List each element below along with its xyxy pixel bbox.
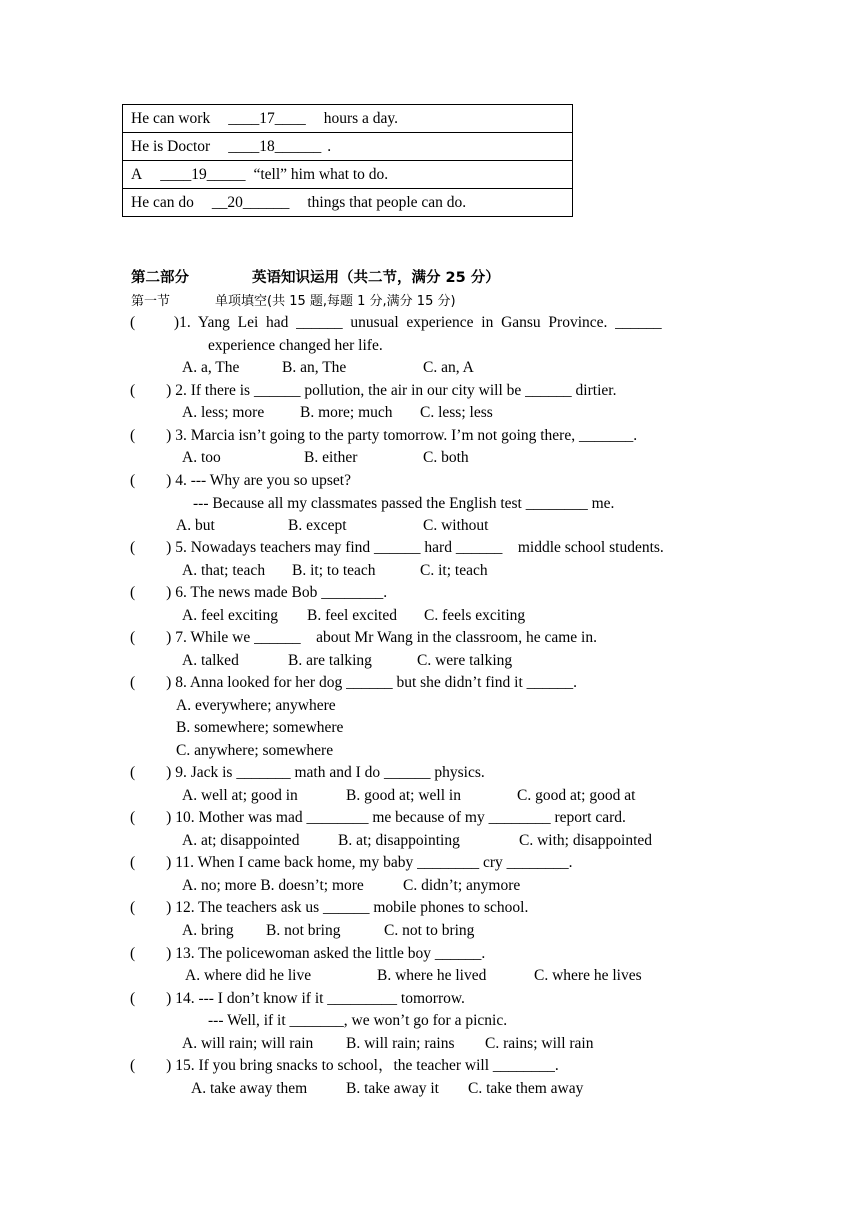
option-a: A. less; more <box>182 404 265 421</box>
row-text-after: hours a day. <box>323 109 399 127</box>
option-a: A. bring <box>182 922 234 939</box>
question-8: ( ) 8. Anna looked for her dog ______ but she didn’t find it ______. <box>130 674 578 691</box>
question-1: ( )1. Yang Lei had ______ unusual experience in Gansu Province. ______ <box>130 314 662 331</box>
question-14: ( ) 14. --- I don’t know if it _________ tomorrow. <box>130 990 465 1007</box>
option-a: A. too <box>182 449 221 466</box>
question-13: ( ) 13. The policewoman asked the little boy ______. <box>130 945 486 962</box>
question-10: ( ) 10. Mother was mad ________ me because of my ________ report card. <box>130 809 626 826</box>
option-a: A. feel exciting <box>182 607 278 624</box>
option-c: C. didn’t; anymore <box>403 877 521 894</box>
option-a: A. where did he live <box>185 967 312 984</box>
blank-20: __20______ <box>211 193 290 211</box>
question-6: ( ) 6. The news made Bob ________. <box>130 584 388 601</box>
row-text-after: things that people can do. <box>307 193 467 211</box>
option-a: A. at; disappointed <box>182 832 300 849</box>
option-b: B. somewhere; somewhere <box>176 719 344 736</box>
option-c: C. less; less <box>420 404 493 421</box>
option-c: C. feels exciting <box>424 607 526 624</box>
option-a: A. take away them <box>191 1080 308 1097</box>
option-b: B. not bring <box>266 922 341 939</box>
option-c: C. with; disappointed <box>519 832 653 849</box>
section-title: 单项填空(共 15 题,每题 1 分,满分 15 分) <box>215 294 456 309</box>
option-b: B. at; disappointing <box>338 832 460 849</box>
part2-title: 英语知识运用（共二节，满分 25 分） <box>252 270 500 286</box>
option-a: A. talked <box>182 652 239 669</box>
option-b: B. either <box>304 449 358 466</box>
option-c: C. anywhere; somewhere <box>176 742 334 759</box>
option-a: A. a, The <box>182 359 240 376</box>
table-row <box>123 161 573 189</box>
table-row <box>123 105 573 133</box>
question-2: ( ) 2. If there is ______ pollution, the air in our city will be ______ dirtier. <box>130 382 617 399</box>
table-cell <box>123 161 573 189</box>
option-c: C. both <box>423 449 469 466</box>
section-label: 第一节 <box>131 294 171 309</box>
option-b: B. an, The <box>282 359 347 376</box>
part2-label: 第二部分 <box>131 270 189 286</box>
question-4: ( ) 4. --- Why are you so upset? <box>130 472 351 489</box>
option-b: B. feel excited <box>307 607 397 624</box>
option-b: B. take away it <box>346 1080 439 1097</box>
option-c: C. good at; good at <box>517 787 636 804</box>
option-a: A. well at; good in <box>182 787 298 804</box>
table-row <box>123 189 573 217</box>
option-b: B. are talking <box>288 652 372 669</box>
table-cell <box>123 133 573 161</box>
option-c: C. were talking <box>417 652 513 669</box>
question-9: ( ) 9. Jack is _______ math and I do ______ physics. <box>130 764 485 781</box>
blank-19: ____19_____ <box>160 165 246 183</box>
blank-17: ____17____ <box>228 109 306 127</box>
question-1-cont: experience changed her life. <box>208 337 383 354</box>
gap-fill-table <box>122 104 573 217</box>
option-a: A. but <box>176 517 215 534</box>
option-b: B. good at; well in <box>346 787 461 804</box>
row-text-before: He can work <box>131 109 211 127</box>
option-b: B. it; to teach <box>292 562 376 579</box>
row-text-before: A <box>131 165 143 183</box>
row-text-before: He is Doctor <box>131 137 211 155</box>
option-a: A. everywhere; anywhere <box>176 697 336 714</box>
table-cell <box>123 105 573 133</box>
option-c: C. not to bring <box>384 922 475 939</box>
question-4-cont: --- Because all my classmates passed the English test ________ me. <box>193 495 615 512</box>
row-text-after: “tell” him what to do. <box>253 165 389 183</box>
question-15: ( ) 15. If you bring snacks to school，the teacher will ________. <box>130 1057 559 1074</box>
option-c: C. where he lives <box>534 967 642 984</box>
question-7: ( ) 7. While we ______ about Mr Wang in the classroom, he came in. <box>130 629 597 646</box>
question-3: ( ) 3. Marcia isn’t going to the party tomorrow. I’m not going there, _______. <box>130 427 638 444</box>
option-c: C. take them away <box>468 1080 584 1097</box>
question-11: ( ) 11. When I came back home, my baby ________ cry ________. <box>130 854 573 871</box>
option-a: A. that; teach <box>182 562 266 579</box>
table-cell <box>123 189 573 217</box>
row-text-before: He can do <box>131 193 194 211</box>
table-row <box>123 133 573 161</box>
option-c: C. it; teach <box>420 562 488 579</box>
blank-18: ____18______ <box>228 137 322 155</box>
option-c: C. without <box>423 517 489 534</box>
option-b: B. more; much <box>300 404 393 421</box>
option-a: A. will rain; will rain <box>182 1035 314 1052</box>
row-text-after: . <box>327 137 332 155</box>
question-5: ( ) 5. Nowadays teachers may find ______ hard ______ middle school students. <box>130 539 664 556</box>
question-14-cont: --- Well, if it _______, we won’t go for a picnic. <box>208 1012 508 1029</box>
option-a-b: A. no; more B. doesn’t; more <box>182 877 364 894</box>
option-b: B. except <box>288 517 347 534</box>
option-b: B. will rain; rains <box>346 1035 455 1052</box>
option-b: B. where he lived <box>377 967 487 984</box>
option-c: C. rains; will rain <box>485 1035 594 1052</box>
question-12: ( ) 12. The teachers ask us ______ mobile phones to school. <box>130 899 529 916</box>
option-c: C. an, A <box>423 359 474 376</box>
